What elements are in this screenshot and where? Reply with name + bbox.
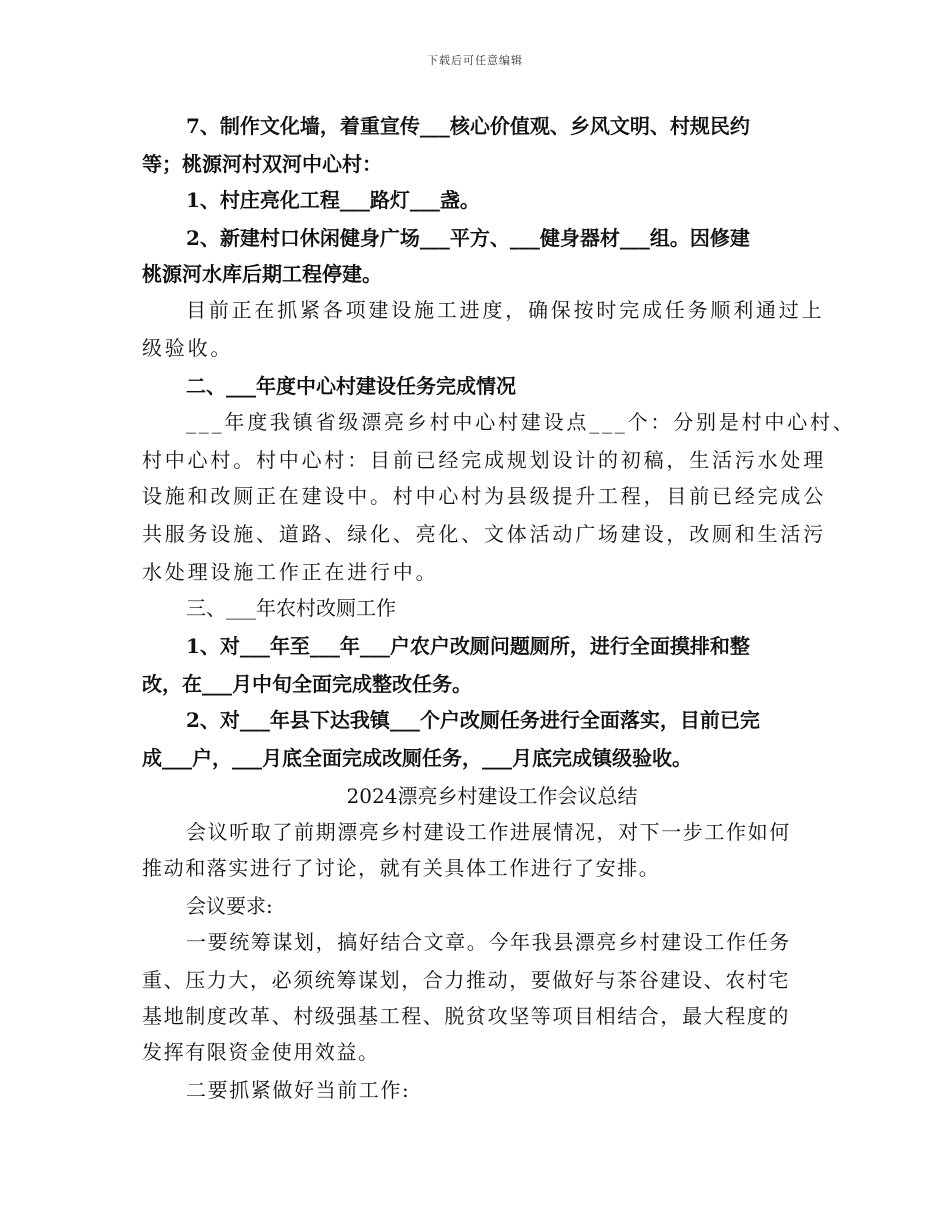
document-title: 2024漂亮乡村建设工作会议总结 (346, 784, 638, 808)
paragraph-line: 目前正在抓紧各项建设施工进度，确保按时完成任务顺利通过上 (186, 298, 825, 322)
paragraph-line: ___年度我镇省级漂亮乡村中心村建设点___个：分别是村中心村、 (186, 410, 856, 434)
paragraph-line: 7、制作文化墙，着重宣传___核心价值观、乡风文明、村规民约 (186, 114, 750, 138)
paragraph-line: 桃源河水库后期工程停建。 (142, 262, 382, 286)
paragraph-line: 重、压力大，必须统筹谋划，合力推动，要做好与茶谷建设、农村宅 (142, 968, 790, 992)
paragraph-line: 等；桃源河村双河中心村： (142, 152, 382, 176)
paragraph-line: 推动和落实进行了讨论，就有关具体工作进行了安排。 (142, 856, 661, 880)
paragraph-line: 1、对___年至___年___户农户改厕问题厕所，进行全面摸排和整 (186, 634, 750, 658)
paragraph-line: 成___户，___月底全面完成改厕任务，___月底完成镇级验收。 (142, 746, 692, 770)
paragraph-line: 村中心村。村中心村：目前已经完成规划设计的初稿，生活污水处理 (142, 448, 826, 472)
paragraph-line: 改，在___月中旬全面完成整改任务。 (142, 672, 472, 696)
paragraph-line: 设施和改厕正在建设中。村中心村为县级提升工程，目前已经完成公 (142, 484, 826, 508)
paragraph-line: 会议听取了前期漂亮乡村建设工作进展情况，对下一步工作如何 (186, 820, 791, 844)
paragraph-line: 发挥有限资金使用效益。 (142, 1040, 380, 1064)
paragraph-line: 水处理设施工作正在进行中。 (142, 560, 439, 584)
paragraph-line: 2、对___年县下达我镇___个户改厕任务进行全面落实，目前已完 (186, 708, 760, 732)
paragraph-line: 会议要求: (186, 894, 273, 918)
section-heading: 二、___年度中心村建设任务完成情况 (186, 374, 516, 398)
paragraph-line: 级验收。 (142, 336, 234, 360)
paragraph-line: 二要抓紧做好当前工作: (186, 1078, 411, 1102)
page-header: 下载后可任意编辑 (427, 54, 523, 67)
paragraph-line: 一要统筹谋划，搞好结合文章。今年我县漂亮乡村建设工作任务 (186, 930, 791, 954)
paragraph-line: 基地制度改革、村级强基工程、脱贫攻坚等项目相结合，最大程度的 (142, 1004, 790, 1028)
paragraph-line: 1、村庄亮化工程___路灯___盏。 (186, 188, 480, 212)
paragraph-line: 共服务设施、道路、绿化、亮化、文体活动广场建设，改厕和生活污 (142, 522, 826, 546)
paragraph-line: 2、新建村口休闲健身广场___平方、___健身器材___组。因修建 (186, 226, 750, 250)
section-heading: 三、___年农村改厕工作 (186, 596, 396, 620)
